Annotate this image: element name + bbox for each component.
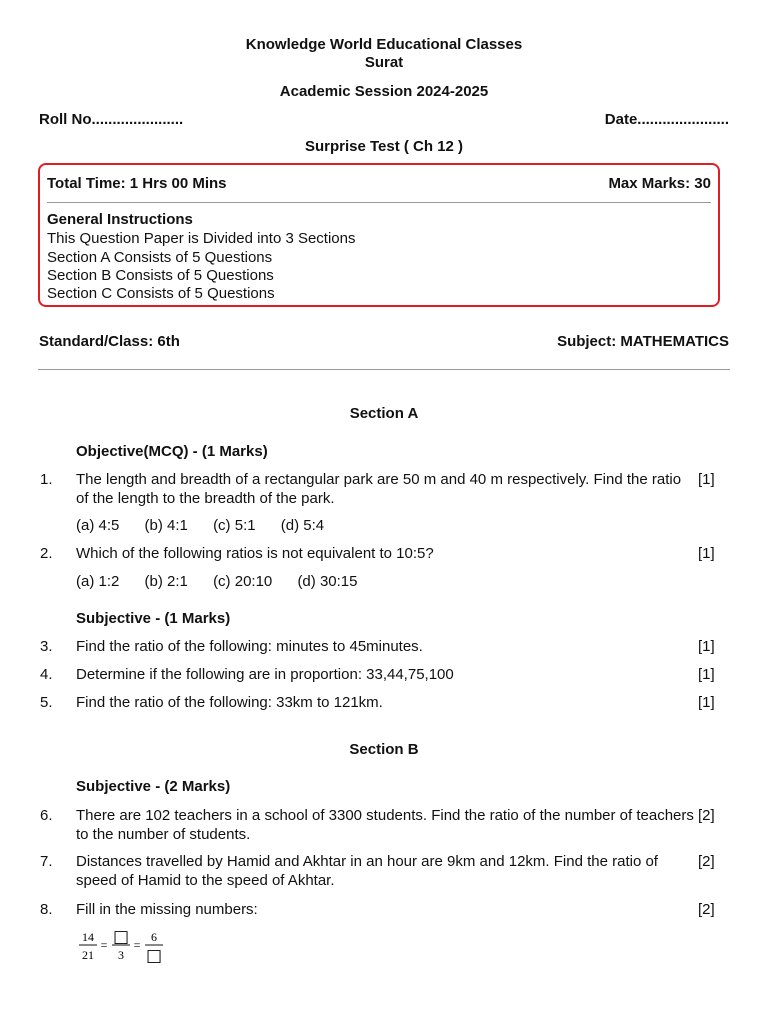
option-a: (a) 1:2 <box>76 573 120 590</box>
roll-number-field: Roll No...................... <box>39 111 184 128</box>
question-marks: [1] <box>698 694 715 711</box>
question-text: Find the ratio of the following: minutes to 45minutes. <box>76 638 423 655</box>
box-divider <box>47 202 711 203</box>
question-text: The length and breadth of a rectangular park are 50 m and 40 m respectively. Find the ratio of the length to the breadth of the park. <box>76 471 682 507</box>
question-number: 3. <box>40 638 53 655</box>
fraction-2-numerator-blank: □ <box>112 928 130 947</box>
academic-session: Academic Session 2024-2025 <box>279 83 489 100</box>
question-number: 7. <box>40 853 53 870</box>
option-c: (c) 5:1 <box>213 517 256 534</box>
option-b: (b) 4:1 <box>144 517 188 534</box>
question-marks: [1] <box>698 471 715 488</box>
question-number: 4. <box>40 666 53 683</box>
question-marks: [1] <box>698 666 715 683</box>
fraction-2-denominator: 3 <box>118 948 124 962</box>
fraction-3-numerator: 6 <box>151 930 157 944</box>
fraction-1-numerator: 14 <box>82 930 94 944</box>
question-number: 6. <box>40 807 53 824</box>
question-options <box>76 573 378 590</box>
institute-city: Surat <box>364 54 404 71</box>
question-number: 5. <box>40 694 53 711</box>
fraction-3-denominator-blank: □ <box>145 946 163 966</box>
section-a-title: Section A <box>349 405 419 422</box>
fraction-1-denominator: 21 <box>82 948 94 962</box>
question-text: Determine if the following are in proportion: 33,44,75,100 <box>76 666 454 683</box>
institute-name: Knowledge World Educational Classes <box>245 36 523 53</box>
equals-sign: = <box>100 938 108 952</box>
question-text: Distances travelled by Hamid and Akhtar in an hour are 9km and 12km. Find the ratio of speed of Hamid to the speed of Akhtar. <box>76 853 658 889</box>
option-c: (c) 20:10 <box>213 573 273 590</box>
total-time: Total Time: 1 Hrs 00 Mins <box>47 175 227 192</box>
question-marks: [2] <box>698 807 715 824</box>
instructions-title: General Instructions <box>47 211 193 228</box>
instructions-box <box>38 163 720 307</box>
header-divider <box>38 369 730 370</box>
instruction-line: Section B Consists of 5 Questions <box>47 267 274 284</box>
option-d: (d) 5:4 <box>280 517 325 534</box>
question-marks: [2] <box>698 901 715 918</box>
question-marks: [1] <box>698 545 715 562</box>
option-a: (a) 4:5 <box>76 517 120 534</box>
instruction-line: Section A Consists of 5 Questions <box>47 249 273 266</box>
option-b: (b) 2:1 <box>144 573 188 590</box>
fraction-equation <box>78 928 178 968</box>
standard-class: Standard/Class: 6th <box>39 333 180 350</box>
question-number: 8. <box>40 901 53 918</box>
subjective-heading: Subjective - (1 Marks) <box>76 610 231 627</box>
date-field: Date...................... <box>604 111 729 128</box>
instruction-line: Section C Consists of 5 Questions <box>47 285 275 302</box>
question-number: 2. <box>40 545 53 562</box>
question-marks: [2] <box>698 853 715 870</box>
subjective-heading: Subjective - (2 Marks) <box>76 778 231 795</box>
question-text: Which of the following ratios is not equivalent to 10:5? <box>76 545 434 562</box>
subject: Subject: MATHEMATICS <box>557 333 729 350</box>
question-text: Fill in the missing numbers: <box>76 901 258 918</box>
equals-sign: = <box>133 938 141 952</box>
question-text: There are 102 teachers in a school of 3300 students. Find the ratio of the number of teachers to the number of students. <box>76 807 694 843</box>
question-number: 1. <box>40 471 53 488</box>
option-d: (d) 30:15 <box>297 573 358 590</box>
test-title: Surprise Test ( Ch 12 ) <box>304 138 464 155</box>
mcq-heading: Objective(MCQ) - (1 Marks) <box>76 443 268 460</box>
question-marks: [1] <box>698 638 715 655</box>
max-marks: Max Marks: 30 <box>608 175 711 192</box>
question-text: Find the ratio of the following: 33km to 121km. <box>76 694 383 711</box>
instruction-line: This Question Paper is Divided into 3 Sections <box>47 230 356 247</box>
section-b-title: Section B <box>349 741 419 758</box>
question-options <box>76 517 345 534</box>
